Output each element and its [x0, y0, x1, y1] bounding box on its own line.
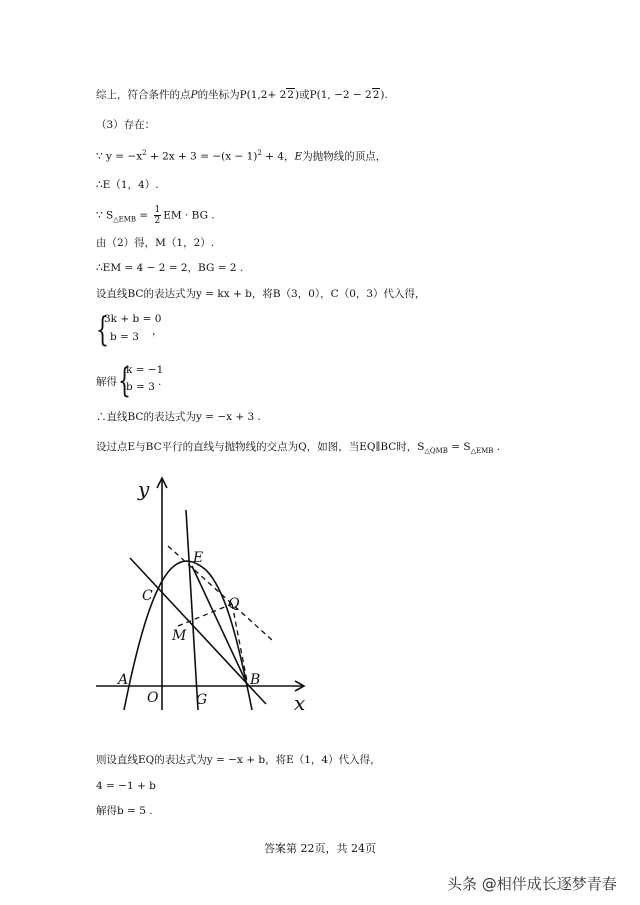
numerator: 1 [154, 205, 161, 215]
text: . [158, 376, 162, 388]
text: 解得 [96, 376, 117, 388]
text: 综上，符合条件的点 [96, 89, 191, 101]
line-mq-dashed [178, 604, 232, 626]
subscript: △EMB [470, 447, 494, 456]
label-m: M [172, 628, 187, 644]
var-e: E [294, 150, 303, 163]
text: ， [152, 325, 163, 337]
text: . [493, 441, 501, 453]
line-bc-setup: 设直线BC的表达式为y = kx + b，将B（3，0），C（0，3）代入得， [96, 288, 426, 300]
equation-system-1 [96, 310, 216, 350]
subscript: △EMB [113, 215, 137, 224]
equation-row: k = −1 [126, 364, 164, 376]
text: ). [380, 89, 388, 101]
fraction-half [154, 205, 162, 226]
equation-system-2 [96, 361, 216, 401]
sqrt-2: 2 [287, 89, 294, 101]
equation-line: 4 = −1 + b [96, 780, 156, 792]
equation-row: b = 3 [110, 331, 139, 343]
text: 或 [299, 89, 310, 101]
point-m-line: 由（2）得，M（1，2）. [96, 237, 215, 249]
parabola [124, 561, 252, 710]
label-c: C [142, 588, 153, 604]
label-b: B [250, 672, 261, 688]
exponent: 2 [257, 149, 262, 157]
coord-2: P(1, −2 − 2 [309, 89, 372, 101]
text: 为抛物线的顶点， [302, 150, 387, 163]
line-eq-setup: 则设直线EQ的表达式为y = −x + b，将E（1，4）代入得， [96, 754, 381, 766]
equation-row: b = 3 [126, 381, 155, 393]
label-o: O [147, 690, 159, 706]
text: + 2x + 3 = −(x − 1) [146, 150, 258, 163]
text: ∵ y = −x [96, 150, 143, 163]
text: ) [294, 89, 300, 101]
text: + 4， [261, 150, 295, 163]
vertex-line [96, 146, 386, 164]
line-em [186, 510, 198, 710]
text: = [136, 209, 152, 222]
page-footer: 答案第 22页，共 24页 [264, 842, 376, 855]
brace-icon: { [118, 361, 131, 401]
coord-1: P(1,2+ 2 [239, 89, 287, 101]
text: ∵ S [96, 209, 114, 222]
part-3-heading: （3）存在： [96, 119, 156, 131]
label-a: A [118, 672, 129, 688]
line-eb [192, 566, 248, 686]
area-formula-line [96, 205, 215, 227]
conclusion-line [96, 88, 388, 102]
result-line: 解得b = 5 . [96, 805, 153, 817]
sqrt-2: 2 [372, 89, 380, 101]
text: 的坐标为 [197, 89, 240, 101]
geometry-figure [90, 470, 320, 715]
watermark: 头条 @相伴成长逐梦青春 [447, 875, 617, 893]
label-g: G [196, 692, 208, 708]
lengths-line: ∴EM = 4 − 2 = 2，BG = 2 . [96, 262, 244, 274]
point-e-line: ∴E（1，4）. [96, 179, 159, 191]
line-bc-result: ∴直线BC的表达式为y = −x + 3 . [96, 411, 261, 423]
text: 设过点E与BC平行的直线与抛物线的交点为Q，如图，当EQ∥BC时，S [96, 441, 425, 453]
denominator: 2 [154, 216, 161, 226]
y-axis-label: y [138, 477, 150, 501]
line-qb-dashed [232, 604, 248, 686]
brace-icon: { [96, 310, 109, 350]
exponent: 2 [142, 149, 147, 157]
x-axis-label: x [294, 691, 306, 715]
label-e: E [193, 550, 204, 566]
var-p: P [190, 89, 198, 101]
subscript: △QMB [424, 447, 448, 456]
equation-row: 3k + b = 0 [104, 313, 162, 325]
text: EM · BG . [163, 209, 215, 222]
text: = S [447, 441, 471, 453]
parallel-setup-line [96, 440, 500, 458]
label-q: Q [228, 596, 240, 612]
